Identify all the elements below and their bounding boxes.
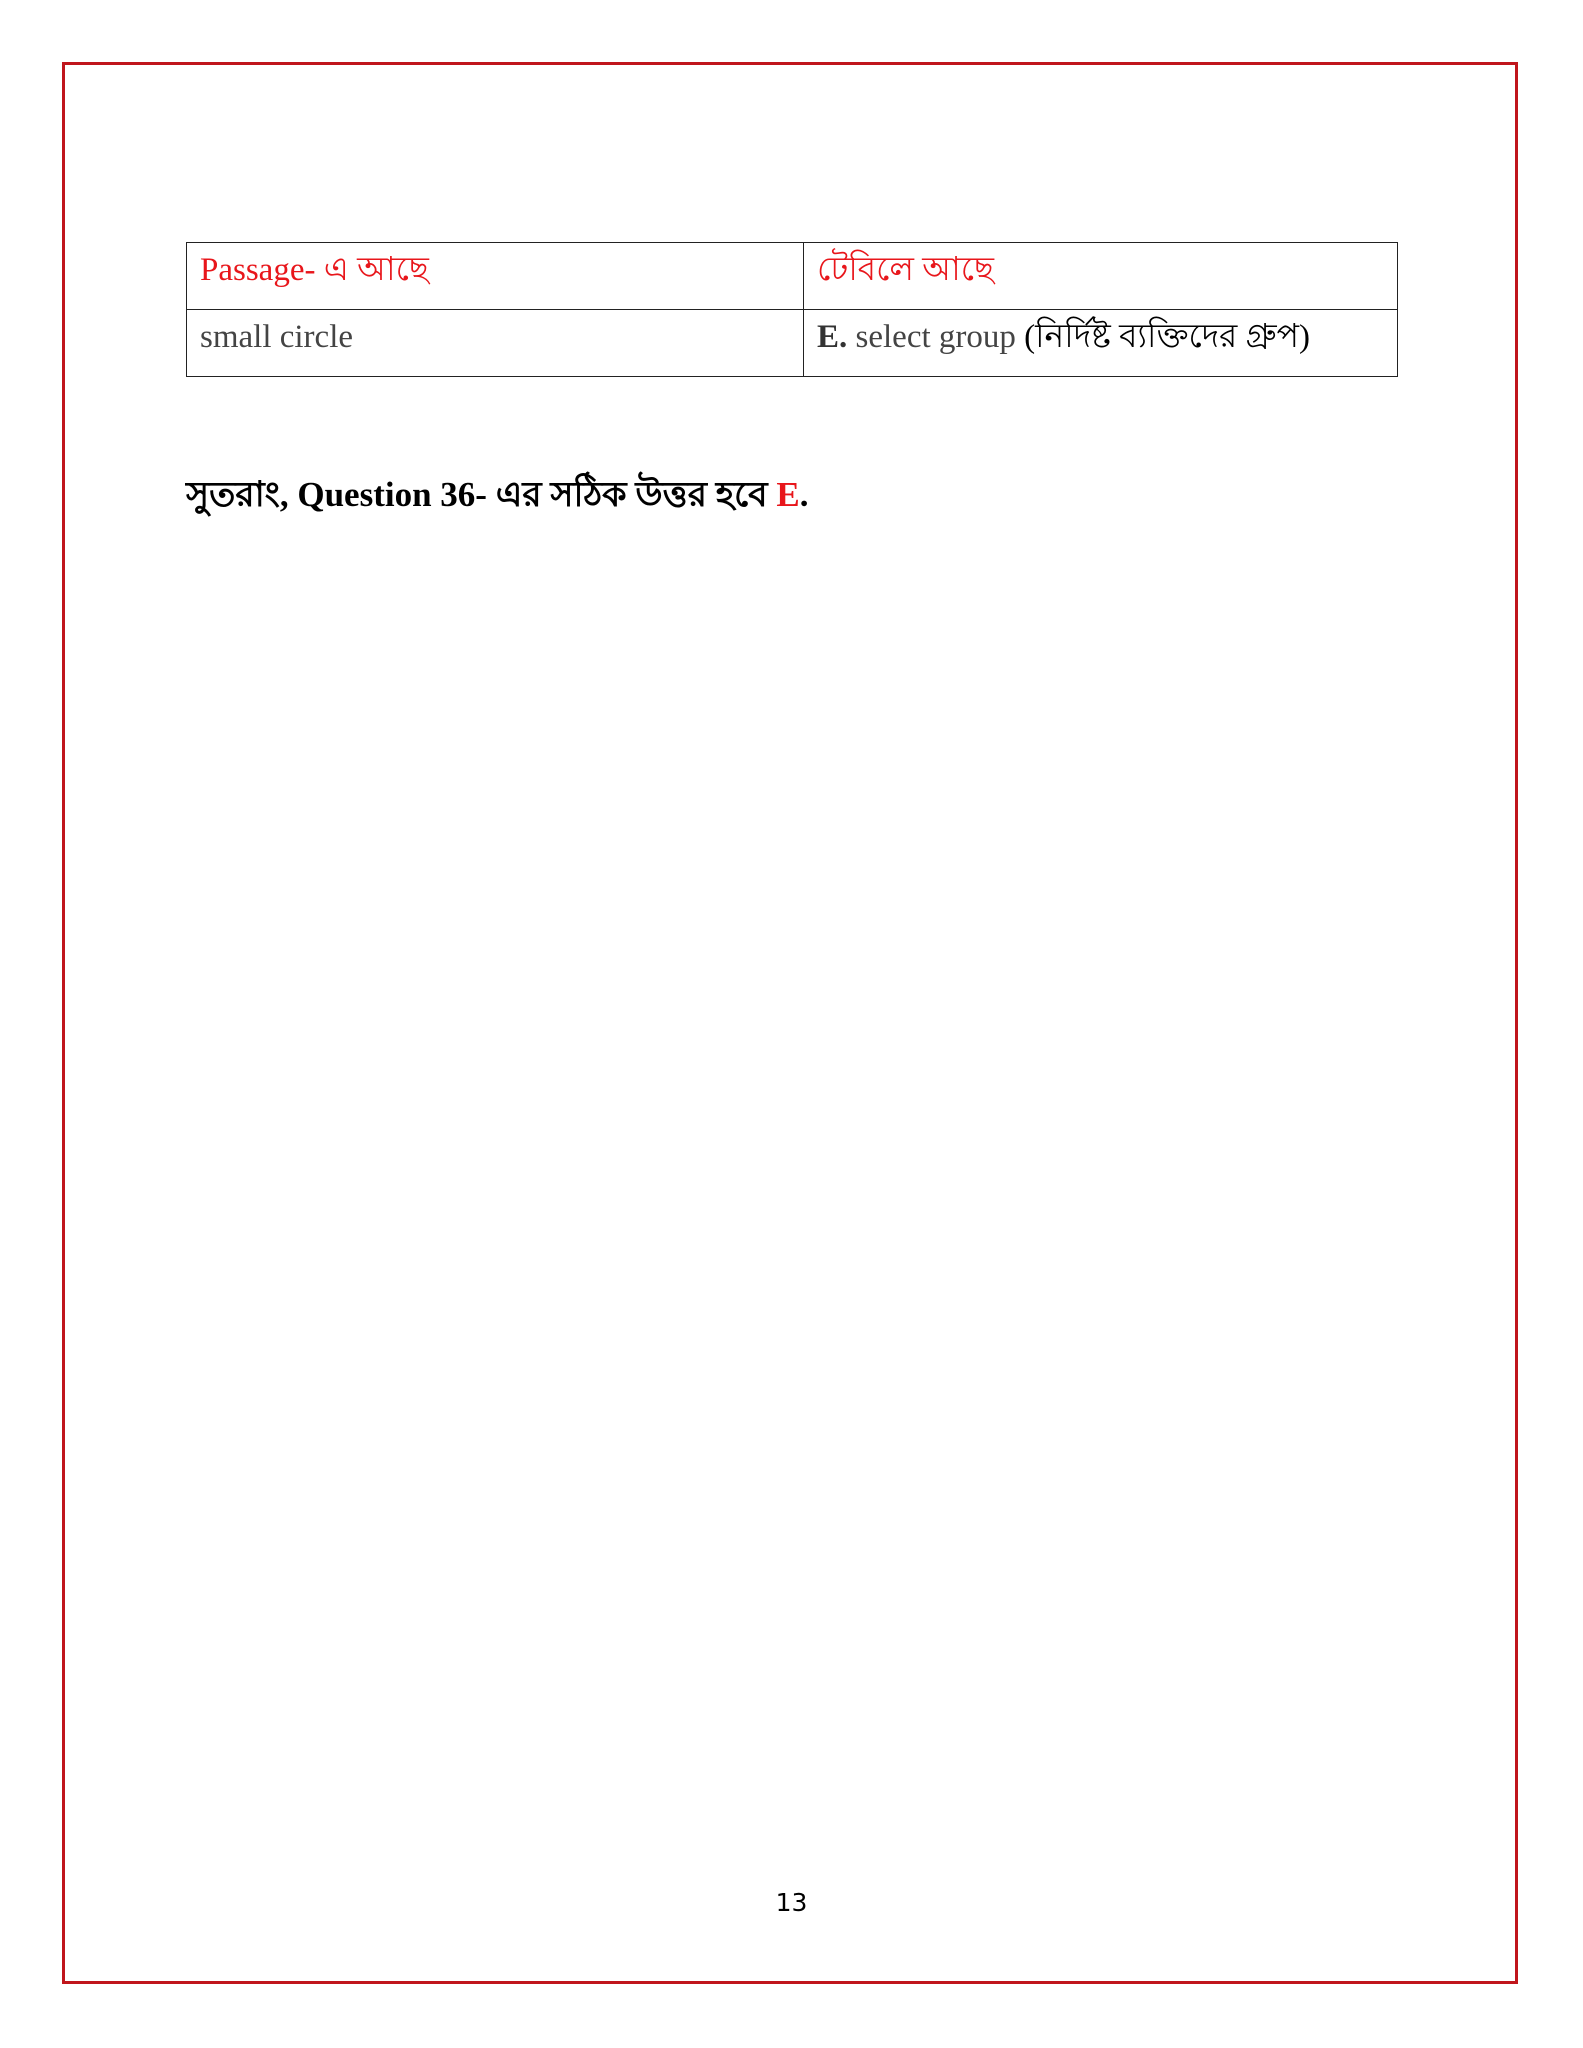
answer-letter: E (776, 475, 800, 514)
conclusion-suffix: . (799, 475, 809, 514)
cell-passage-term: small circle (187, 310, 804, 377)
comparison-table (186, 242, 1398, 377)
option-letter: E. (817, 319, 848, 355)
table-row (187, 310, 1398, 377)
option-text: select group (847, 319, 1025, 355)
conclusion-prefix: সুতরাং, Question 36- এর সঠিক উত্তর হবে (186, 475, 777, 514)
table-header-row (187, 243, 1398, 310)
header-table: টেবিলে আছে (804, 243, 1398, 310)
header-passage: Passage- এ আছে (187, 243, 804, 310)
option-meaning: (নির্দিষ্ট ব্যক্তিদের গ্রুপ) (1024, 319, 1310, 355)
page-number: 13 (775, 1888, 808, 1917)
conclusion-text (186, 467, 809, 526)
cell-option (804, 310, 1398, 377)
